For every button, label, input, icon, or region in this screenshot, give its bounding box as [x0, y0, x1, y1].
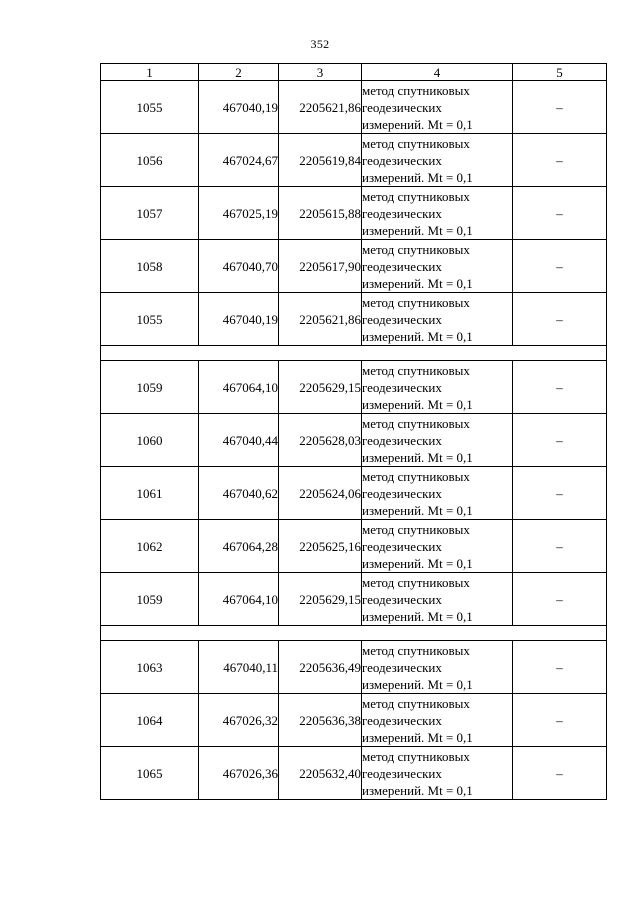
method-cell: метод спутниковых геодезических измерений. Mt = 0,1 — [362, 134, 513, 187]
y-coordinate-cell: 2205628,03 — [279, 414, 362, 467]
point-number-cell: 1061 — [101, 467, 199, 520]
dash-cell: – — [513, 573, 607, 626]
header-cell-5: 5 — [513, 64, 607, 81]
header-cell-2: 2 — [199, 64, 279, 81]
method-cell: метод спутниковых геодезических измерений. Mt = 0,1 — [362, 573, 513, 626]
point-number-cell: 1055 — [101, 81, 199, 134]
table-row — [101, 81, 607, 134]
dash-cell: – — [513, 641, 607, 694]
point-number-cell: 1065 — [101, 747, 199, 800]
method-cell: метод спутниковых геодезических измерений. Mt = 0,1 — [362, 414, 513, 467]
table-row — [101, 520, 607, 573]
y-coordinate-cell: 2205632,40 — [279, 747, 362, 800]
table-row — [101, 414, 607, 467]
table-row — [101, 573, 607, 626]
x-coordinate-cell: 467064,10 — [199, 361, 279, 414]
y-coordinate-cell: 2205615,88 — [279, 187, 362, 240]
y-coordinate-cell: 2205629,15 — [279, 573, 362, 626]
method-cell: метод спутниковых геодезических измерений. Mt = 0,1 — [362, 641, 513, 694]
y-coordinate-cell: 2205621,86 — [279, 293, 362, 346]
method-cell: метод спутниковых геодезических измерений. Mt = 0,1 — [362, 81, 513, 134]
y-coordinate-cell: 2205629,15 — [279, 361, 362, 414]
separator-cell — [101, 626, 607, 641]
method-cell: метод спутниковых геодезических измерений. Mt = 0,1 — [362, 293, 513, 346]
method-cell: метод спутниковых геодезических измерений. Mt = 0,1 — [362, 520, 513, 573]
x-coordinate-cell: 467040,70 — [199, 240, 279, 293]
table-row — [101, 187, 607, 240]
separator-cell — [101, 346, 607, 361]
table-row — [101, 240, 607, 293]
method-cell: метод спутниковых геодезических измерений. Mt = 0,1 — [362, 467, 513, 520]
x-coordinate-cell: 467025,19 — [199, 187, 279, 240]
method-cell: метод спутниковых геодезических измерений. Mt = 0,1 — [362, 240, 513, 293]
table-body — [101, 64, 607, 800]
dash-cell: – — [513, 520, 607, 573]
dash-cell: – — [513, 134, 607, 187]
x-coordinate-cell: 467040,19 — [199, 293, 279, 346]
y-coordinate-cell: 2205621,86 — [279, 81, 362, 134]
y-coordinate-cell: 2205617,90 — [279, 240, 362, 293]
point-number-cell: 1056 — [101, 134, 199, 187]
x-coordinate-cell: 467026,36 — [199, 747, 279, 800]
dash-cell: – — [513, 747, 607, 800]
y-coordinate-cell: 2205625,16 — [279, 520, 362, 573]
point-number-cell: 1060 — [101, 414, 199, 467]
point-number-cell: 1058 — [101, 240, 199, 293]
dash-cell: – — [513, 187, 607, 240]
x-coordinate-cell: 467064,28 — [199, 520, 279, 573]
dash-cell: – — [513, 293, 607, 346]
point-number-cell: 1055 — [101, 293, 199, 346]
header-cell-4: 4 — [362, 64, 513, 81]
y-coordinate-cell: 2205619,84 — [279, 134, 362, 187]
header-cell-3: 3 — [279, 64, 362, 81]
header-cell-1: 1 — [101, 64, 199, 81]
point-number-cell: 1059 — [101, 573, 199, 626]
dash-cell: – — [513, 414, 607, 467]
separator-row — [101, 626, 607, 641]
dash-cell: – — [513, 467, 607, 520]
dash-cell: – — [513, 240, 607, 293]
x-coordinate-cell: 467040,11 — [199, 641, 279, 694]
table-row — [101, 134, 607, 187]
method-cell: метод спутниковых геодезических измерений. Mt = 0,1 — [362, 361, 513, 414]
x-coordinate-cell: 467026,32 — [199, 694, 279, 747]
table-row — [101, 293, 607, 346]
method-cell: метод спутниковых геодезических измерений. Mt = 0,1 — [362, 747, 513, 800]
y-coordinate-cell: 2205624,06 — [279, 467, 362, 520]
page-number: 352 — [310, 37, 330, 51]
x-coordinate-cell: 467064,10 — [199, 573, 279, 626]
dash-cell: – — [513, 81, 607, 134]
separator-row — [101, 346, 607, 361]
table-row — [101, 747, 607, 800]
x-coordinate-cell: 467040,19 — [199, 81, 279, 134]
point-number-cell: 1059 — [101, 361, 199, 414]
point-number-cell: 1063 — [101, 641, 199, 694]
table-header-row — [101, 64, 607, 81]
x-coordinate-cell: 467040,62 — [199, 467, 279, 520]
point-number-cell: 1064 — [101, 694, 199, 747]
table-row — [101, 694, 607, 747]
point-number-cell: 1057 — [101, 187, 199, 240]
dash-cell: – — [513, 361, 607, 414]
table-row — [101, 641, 607, 694]
method-cell: метод спутниковых геодезических измерений. Mt = 0,1 — [362, 694, 513, 747]
x-coordinate-cell: 467024,67 — [199, 134, 279, 187]
y-coordinate-cell: 2205636,38 — [279, 694, 362, 747]
dash-cell: – — [513, 694, 607, 747]
x-coordinate-cell: 467040,44 — [199, 414, 279, 467]
table-row — [101, 361, 607, 414]
y-coordinate-cell: 2205636,49 — [279, 641, 362, 694]
point-number-cell: 1062 — [101, 520, 199, 573]
method-cell: метод спутниковых геодезических измерений. Mt = 0,1 — [362, 187, 513, 240]
coordinates-table — [100, 63, 607, 800]
table-row — [101, 467, 607, 520]
